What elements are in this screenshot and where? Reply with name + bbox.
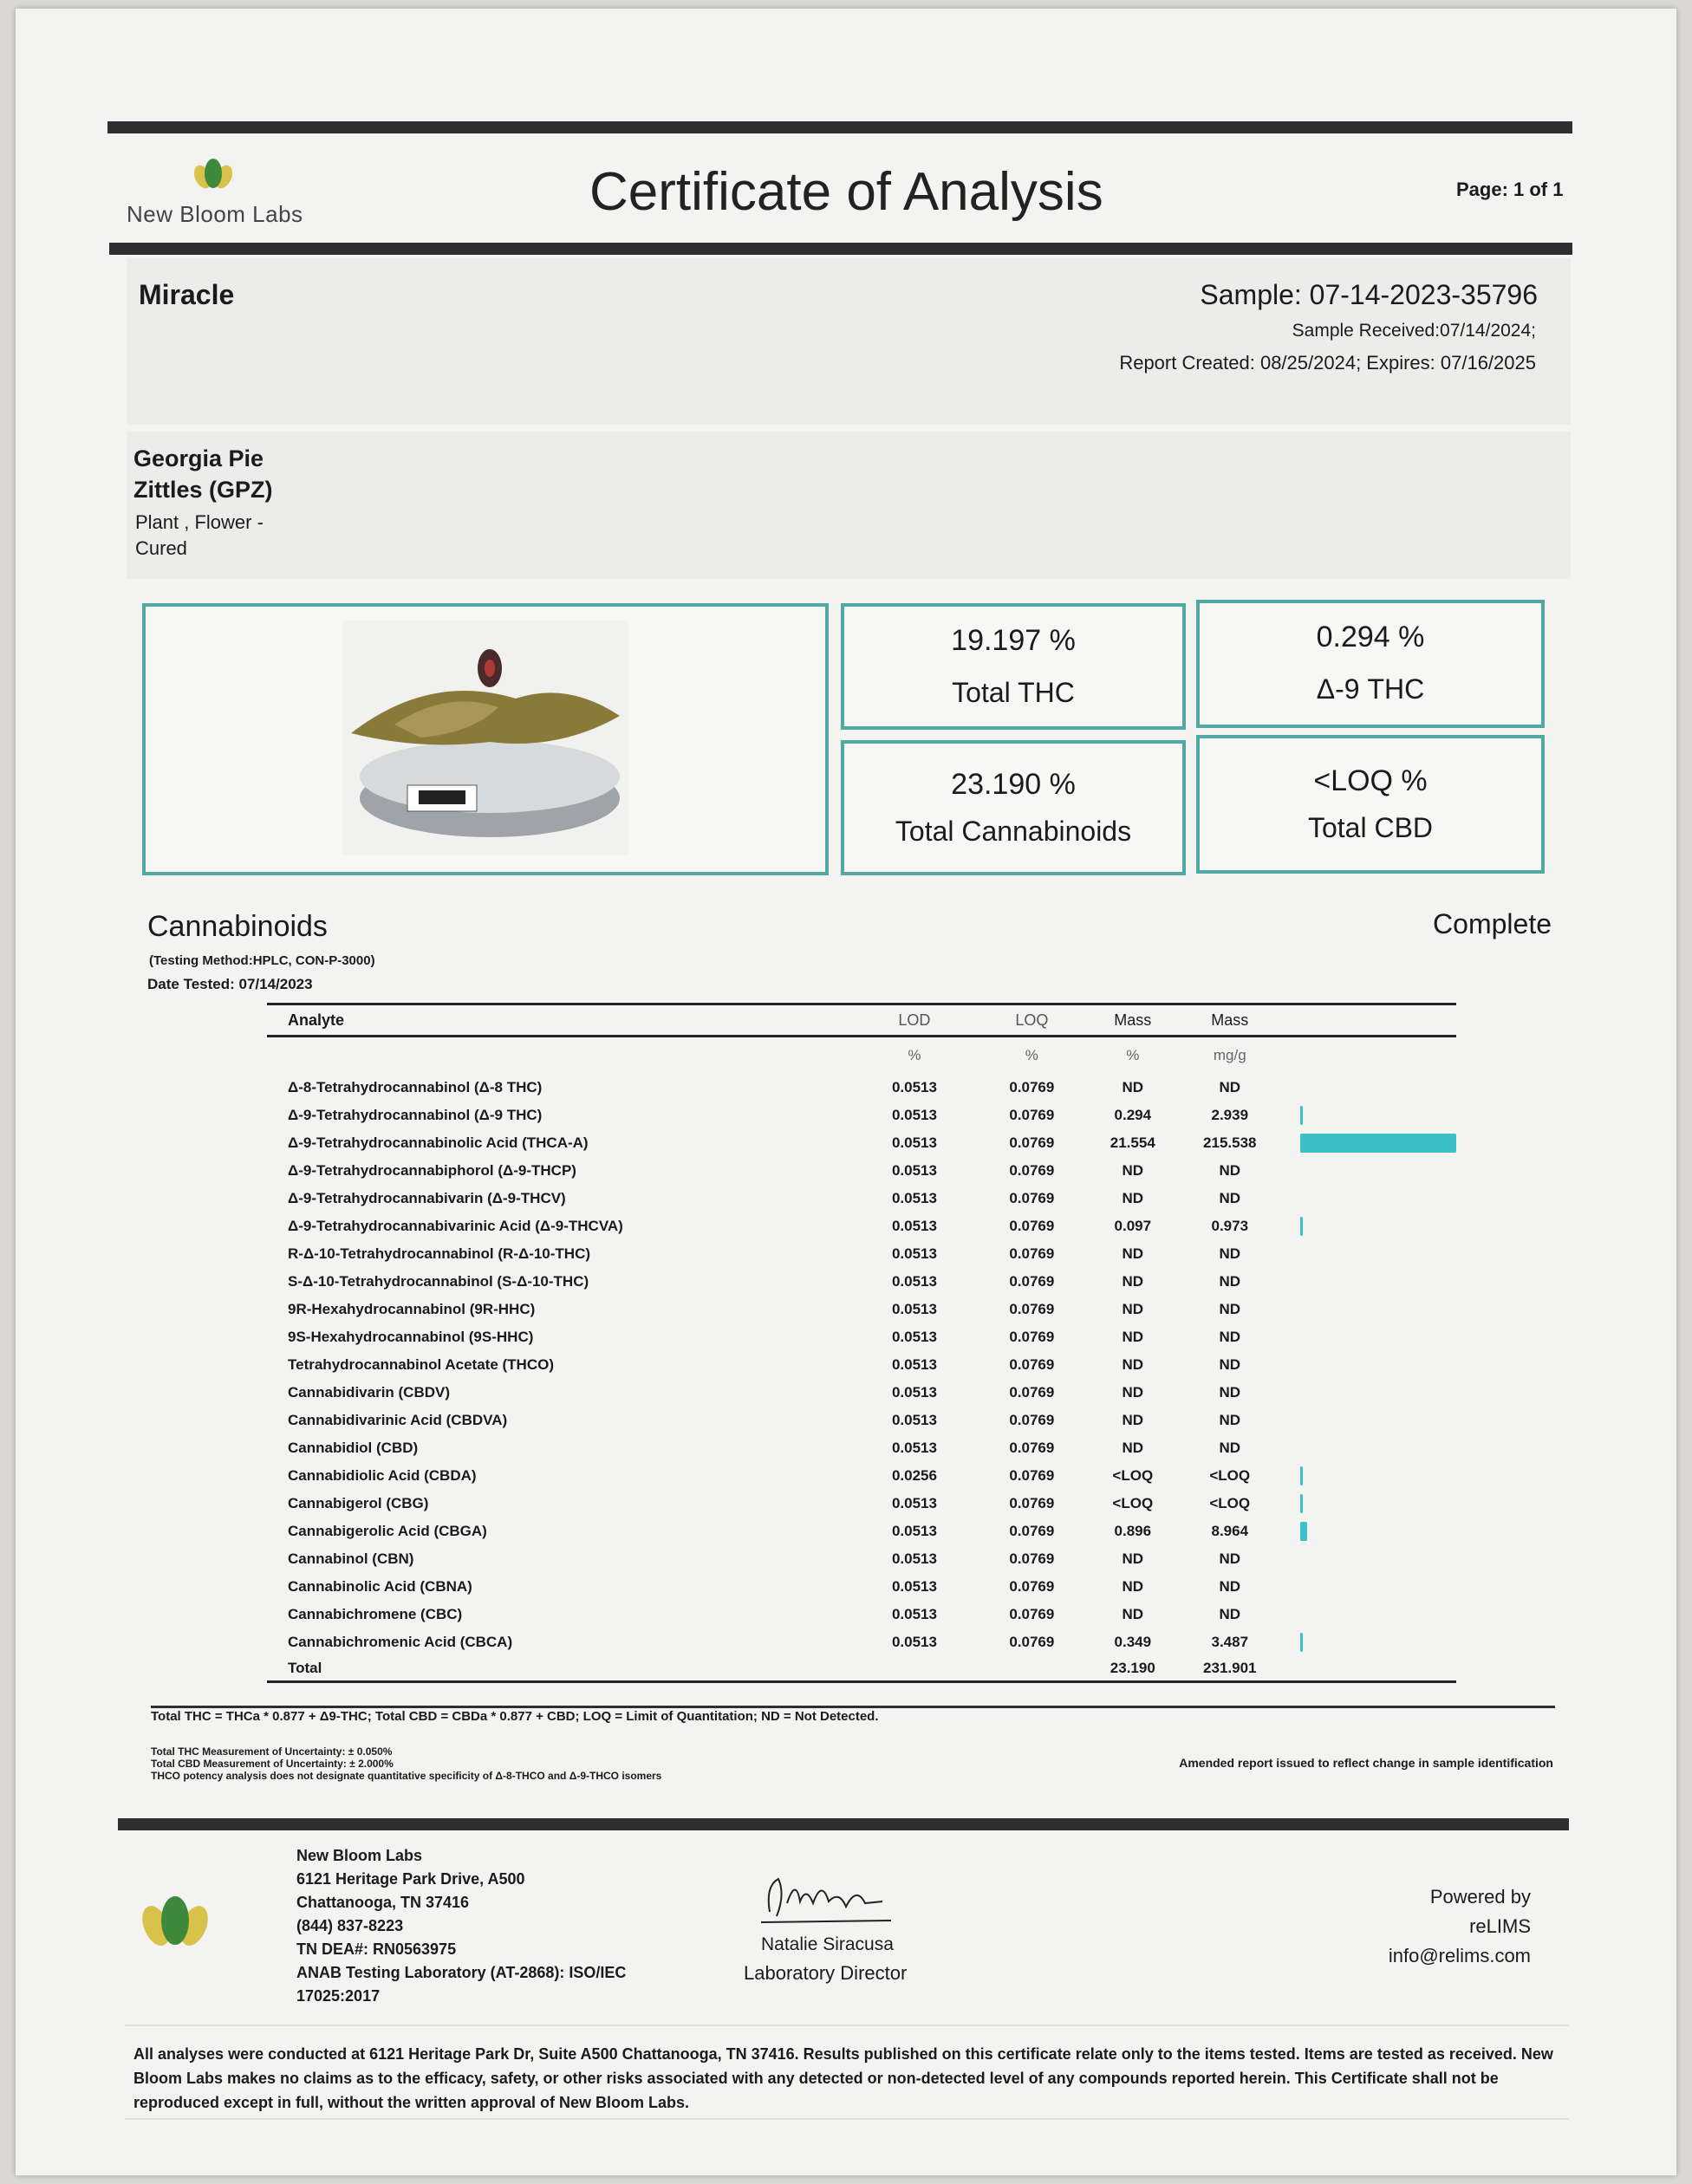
client-name: Miracle xyxy=(139,279,235,310)
loq-cell: 0.0769 xyxy=(1009,1578,1055,1595)
analyte-cell: S-Δ-10-Tetrahydrocannabinol (S-Δ-10-THC) xyxy=(288,1273,589,1290)
mass-mgg-cell: 3.487 xyxy=(1211,1634,1249,1650)
table-units-row xyxy=(267,1037,1456,1075)
unit-lod: % xyxy=(908,1047,921,1063)
lod-cell: 0.0513 xyxy=(891,1495,937,1511)
loq-cell: 0.0769 xyxy=(1009,1301,1055,1317)
mass-pct-cell: ND xyxy=(1122,1273,1144,1290)
mass-bar-cell xyxy=(1285,1351,1456,1379)
mass-pct-cell: ND xyxy=(1122,1301,1144,1317)
table-row xyxy=(267,1323,1456,1351)
table-row xyxy=(267,1518,1456,1545)
lod-cell: 0.0513 xyxy=(891,1578,937,1595)
total-cbd-value: <LOQ % xyxy=(1313,764,1428,797)
analyte-cell: Cannabidiol (CBD) xyxy=(288,1440,419,1456)
analyte-cell: Cannabinolic Acid (CBNA) xyxy=(288,1578,472,1595)
mass-bar-cell xyxy=(1285,1102,1456,1129)
table-row xyxy=(267,1212,1456,1240)
mass-bar-cell xyxy=(1285,1434,1456,1462)
report-dates: Report Created: 08/25/2024; Expires: 07/16/2025 xyxy=(1119,352,1536,374)
analyte-cell: Δ-9-Tetrahydrocannabinol (Δ-9 THC) xyxy=(288,1107,543,1123)
mass-pct-cell: ND xyxy=(1122,1412,1144,1428)
total-loq-empty xyxy=(973,1656,1090,1682)
bottom-divider xyxy=(125,2118,1569,2120)
formula-note: Total THC = THCa * 0.877 + Δ9-THC; Total CBD = CBDa * 0.877 + CBD; LOQ = Limit of Quantitation; ND = Not Detected. xyxy=(151,1709,879,1724)
lod-cell: 0.0513 xyxy=(891,1245,937,1262)
mass-bar-cell xyxy=(1285,1518,1456,1545)
loq-cell: 0.0769 xyxy=(1009,1079,1055,1095)
analyte-cell: Cannabigerol (CBG) xyxy=(288,1495,429,1511)
loq-cell: 0.0769 xyxy=(1009,1107,1055,1123)
signer-name: Natalie Siracusa xyxy=(761,1934,894,1954)
loq-cell: 0.0769 xyxy=(1009,1495,1055,1511)
cbd-uncertainty: Total CBD Measurement of Uncertainty: ± 2.000% xyxy=(151,1758,394,1770)
lod-cell: 0.0513 xyxy=(891,1329,937,1345)
mass-mgg-cell: <LOQ xyxy=(1209,1495,1251,1511)
mass-bar-cell xyxy=(1285,1129,1456,1157)
page-number: Page: 1 of 1 xyxy=(1456,179,1564,200)
lab-address-line: 6121 Heritage Park Drive, A500 xyxy=(296,1870,525,1888)
mass-pct-cell: 0.349 xyxy=(1114,1634,1152,1650)
loq-cell: 0.0769 xyxy=(1009,1190,1055,1206)
table-row xyxy=(267,1129,1456,1157)
mass-pct-cell: ND xyxy=(1122,1550,1144,1567)
mass-mgg-cell: ND xyxy=(1219,1440,1241,1456)
mass-pct-cell: 21.554 xyxy=(1110,1134,1155,1151)
loq-cell: 0.0769 xyxy=(1009,1550,1055,1567)
mass-bar-cell xyxy=(1285,1212,1456,1240)
mass-bar-cell xyxy=(1285,1379,1456,1407)
loq-cell: 0.0769 xyxy=(1009,1329,1055,1345)
lab-address-line: (844) 837-8223 xyxy=(296,1917,404,1934)
lab-address-line: New Bloom Labs xyxy=(296,1847,423,1864)
lod-cell: 0.0513 xyxy=(891,1134,937,1151)
unit-mass-pct: % xyxy=(1126,1047,1140,1063)
lod-cell: 0.0513 xyxy=(891,1523,937,1539)
table-row xyxy=(267,1490,1456,1518)
mass-pct-cell: ND xyxy=(1122,1079,1144,1095)
col-analyte: Analyte xyxy=(267,1004,856,1037)
mass-mgg-cell: ND xyxy=(1219,1273,1241,1290)
table-row xyxy=(267,1545,1456,1573)
table-row xyxy=(267,1102,1456,1129)
total-cannabinoids-value: 23.190 % xyxy=(951,768,1076,801)
table-total-row xyxy=(267,1656,1456,1682)
mass-bar-cell xyxy=(1285,1407,1456,1434)
table-row xyxy=(267,1351,1456,1379)
table-row xyxy=(267,1573,1456,1601)
col-bar xyxy=(1285,1004,1456,1037)
sample-received: Sample Received:07/14/2024; xyxy=(1292,321,1536,341)
lod-cell: 0.0513 xyxy=(891,1356,937,1373)
delta9-thc-tile xyxy=(1196,600,1545,728)
lod-cell: 0.0513 xyxy=(891,1412,937,1428)
analysis-status: Complete xyxy=(1433,908,1552,939)
total-pct: 23.190 xyxy=(1090,1656,1175,1682)
mass-bar-cell xyxy=(1285,1628,1456,1656)
table-row xyxy=(267,1240,1456,1268)
sample-photo xyxy=(342,621,628,855)
lod-cell: 0.0513 xyxy=(891,1273,937,1290)
table-row xyxy=(267,1434,1456,1462)
loq-cell: 0.0769 xyxy=(1009,1162,1055,1179)
table-row xyxy=(267,1185,1456,1212)
mass-pct-cell: ND xyxy=(1122,1606,1144,1622)
mass-bar-cell xyxy=(1285,1157,1456,1185)
lab-address-line: 17025:2017 xyxy=(296,1987,381,2005)
certificate-page xyxy=(16,9,1676,2175)
product-name-line2: Zittles (GPZ) xyxy=(133,477,273,503)
mass-mgg-cell: 8.964 xyxy=(1211,1523,1249,1539)
mass-mgg-cell: ND xyxy=(1219,1578,1241,1595)
mass-mgg-cell: ND xyxy=(1219,1079,1241,1095)
amended-note: Amended report issued to reflect change in sample identification xyxy=(1179,1756,1553,1770)
mass-bar-cell xyxy=(1285,1185,1456,1212)
product-type-line2: Cured xyxy=(135,537,187,559)
table-row xyxy=(267,1462,1456,1490)
mass-mgg-cell: ND xyxy=(1219,1356,1241,1373)
total-thc-tile xyxy=(841,603,1186,730)
lab-address-line: Chattanooga, TN 37416 xyxy=(296,1894,470,1911)
disclaimer-divider xyxy=(125,2025,1569,2026)
loq-cell: 0.0769 xyxy=(1009,1245,1055,1262)
lod-cell: 0.0513 xyxy=(891,1550,937,1567)
testing-method: (Testing Method:HPLC, CON-P-3000) xyxy=(149,953,375,968)
disclaimer-text: All analyses were conducted at 6121 Heritage Park Dr, Suite A500 Chattanooga, TN 37416. Results published on this certificate relate only to the items tested. Items are tested as received. New Bloom Labs makes no claims as to the efficacy, safety, or other risks associated with any detected or non-detected level of any compounds reported herein. This Certificate shall not be reproduced except in full, without the written approval of New Bloom Labs. xyxy=(133,2045,1553,2111)
cannabinoids-heading: Cannabinoids xyxy=(147,910,328,943)
loq-cell: 0.0769 xyxy=(1009,1467,1055,1484)
analyte-cell: Cannabidivarinic Acid (CBDVA) xyxy=(288,1412,508,1428)
mass-bar xyxy=(1300,1134,1456,1153)
total-bar-empty xyxy=(1285,1656,1456,1682)
mass-mgg-cell: ND xyxy=(1219,1245,1241,1262)
mass-bar xyxy=(1300,1106,1303,1125)
product-type-line1: Plant , Flower - xyxy=(135,511,264,533)
total-mgg: 231.901 xyxy=(1175,1656,1285,1682)
product-band xyxy=(127,432,1571,579)
signature-image xyxy=(752,1869,900,1929)
mass-bar-cell xyxy=(1285,1323,1456,1351)
mass-bar xyxy=(1300,1494,1303,1513)
col-loq: LOQ xyxy=(973,1004,1090,1037)
header-bottom-rule xyxy=(109,243,1572,255)
mass-bar-cell xyxy=(1285,1462,1456,1490)
total-label: Total xyxy=(267,1656,856,1682)
mass-bar xyxy=(1300,1217,1303,1236)
delta9-thc-label: Δ-9 THC xyxy=(1316,673,1425,705)
total-cannabinoids-tile xyxy=(841,740,1186,875)
mass-bar xyxy=(1300,1466,1303,1485)
analyte-cell: R-Δ-10-Tetrahydrocannabinol (R-Δ-10-THC) xyxy=(288,1245,591,1262)
analyte-cell: Δ-9-Tetrahydrocannabiphorol (Δ-9-THCP) xyxy=(288,1162,576,1179)
lod-cell: 0.0513 xyxy=(891,1384,937,1401)
mass-mgg-cell: ND xyxy=(1219,1412,1241,1428)
loq-cell: 0.0769 xyxy=(1009,1440,1055,1456)
table-row xyxy=(267,1628,1456,1656)
loq-cell: 0.0769 xyxy=(1009,1134,1055,1151)
page-title: Certificate of Analysis xyxy=(589,162,1103,222)
mass-pct-cell: 0.097 xyxy=(1114,1218,1152,1234)
top-rule xyxy=(107,121,1572,133)
analyte-cell: 9R-Hexahydrocannabinol (9R-HHC) xyxy=(288,1301,536,1317)
table-header-row xyxy=(267,1004,1456,1037)
table-row xyxy=(267,1157,1456,1185)
mass-mgg-cell: ND xyxy=(1219,1550,1241,1567)
analyte-cell: Cannabichromene (CBC) xyxy=(288,1606,463,1622)
mass-bar xyxy=(1300,1633,1303,1652)
mass-pct-cell: ND xyxy=(1122,1329,1144,1345)
table-row xyxy=(267,1601,1456,1628)
mass-pct-cell: ND xyxy=(1122,1190,1144,1206)
analyte-cell: 9S-Hexahydrocannabinol (9S-HHC) xyxy=(288,1329,534,1345)
analyte-cell: Δ-9-Tetrahydrocannabivarin (Δ-9-THCV) xyxy=(288,1190,566,1206)
mass-mgg-cell: 0.973 xyxy=(1211,1218,1249,1234)
analyte-cell: Cannabigerolic Acid (CBGA) xyxy=(288,1523,487,1539)
analyte-cell: Cannabichromenic Acid (CBCA) xyxy=(288,1634,513,1650)
analyte-cell: Cannabidiolic Acid (CBDA) xyxy=(288,1467,477,1484)
loq-cell: 0.0769 xyxy=(1009,1606,1055,1622)
lab-address-line: TN DEA#: RN0563975 xyxy=(296,1940,457,1958)
loq-cell: 0.0769 xyxy=(1009,1273,1055,1290)
lod-cell: 0.0513 xyxy=(891,1162,937,1179)
lod-cell: 0.0513 xyxy=(891,1190,937,1206)
mass-pct-cell: ND xyxy=(1122,1440,1144,1456)
lod-cell: 0.0513 xyxy=(891,1634,937,1650)
mass-mgg-cell: ND xyxy=(1219,1162,1241,1179)
mass-bar-cell xyxy=(1285,1545,1456,1573)
lod-cell: 0.0513 xyxy=(891,1079,937,1095)
mass-mgg-cell: ND xyxy=(1219,1329,1241,1345)
loq-cell: 0.0769 xyxy=(1009,1412,1055,1428)
powered-by-block xyxy=(1389,1882,1531,1971)
leaf-logo-icon xyxy=(187,156,239,194)
lod-cell: 0.0513 xyxy=(891,1301,937,1317)
mass-bar-cell xyxy=(1285,1601,1456,1628)
mass-pct-cell: <LOQ xyxy=(1112,1467,1154,1484)
table-row xyxy=(267,1296,1456,1323)
mass-mgg-cell: 2.939 xyxy=(1211,1107,1249,1123)
total-lod-empty xyxy=(856,1656,973,1682)
mass-bar-cell xyxy=(1285,1268,1456,1296)
mass-pct-cell: ND xyxy=(1122,1356,1144,1373)
analyte-cell: Tetrahydrocannabinol Acetate (THCO) xyxy=(288,1356,554,1373)
mass-pct-cell: ND xyxy=(1122,1384,1144,1401)
mass-mgg-cell: ND xyxy=(1219,1606,1241,1622)
total-cannabinoids-label: Total Cannabinoids xyxy=(895,816,1132,847)
thc-uncertainty: Total THC Measurement of Uncertainty: ± 0.050% xyxy=(151,1745,393,1758)
sample-photo-frame xyxy=(142,603,829,875)
lod-cell: 0.0256 xyxy=(891,1467,937,1484)
lab-address-line: ANAB Testing Laboratory (AT-2868): ISO/IEC xyxy=(296,1964,627,1981)
col-mass-pct: Mass xyxy=(1090,1004,1175,1037)
total-cbd-tile xyxy=(1196,735,1545,874)
logo-text: New Bloom Labs xyxy=(127,201,303,227)
leaf-logo-large-icon xyxy=(133,1889,217,1955)
table-row xyxy=(267,1379,1456,1407)
mass-pct-cell: ND xyxy=(1122,1162,1144,1179)
mass-pct-cell: ND xyxy=(1122,1245,1144,1262)
unit-mass-mgg: mg/g xyxy=(1213,1047,1246,1063)
analyte-cell: Δ-9-Tetrahydrocannabinolic Acid (THCA-A) xyxy=(288,1134,589,1151)
lod-cell: 0.0513 xyxy=(891,1107,937,1123)
date-tested: Date Tested: 07/14/2023 xyxy=(147,976,313,992)
mass-mgg-cell: 215.538 xyxy=(1203,1134,1257,1151)
table-row xyxy=(267,1074,1456,1102)
mass-bar-cell xyxy=(1285,1074,1456,1102)
mass-bar-cell xyxy=(1285,1573,1456,1601)
total-thc-label: Total THC xyxy=(952,677,1075,708)
loq-cell: 0.0769 xyxy=(1009,1634,1055,1650)
loq-cell: 0.0769 xyxy=(1009,1356,1055,1373)
mass-mgg-cell: ND xyxy=(1219,1301,1241,1317)
mass-mgg-cell: ND xyxy=(1219,1190,1241,1206)
product-name-line1: Georgia Pie xyxy=(133,445,264,471)
delta9-thc-value: 0.294 % xyxy=(1316,621,1425,653)
total-thc-value: 19.197 % xyxy=(951,624,1076,657)
cannabinoid-table xyxy=(267,1003,1456,1683)
mass-bar-cell xyxy=(1285,1240,1456,1268)
footer-rule xyxy=(118,1818,1569,1830)
col-mass-mgg: Mass xyxy=(1175,1004,1285,1037)
mass-bar-cell xyxy=(1285,1296,1456,1323)
unit-loq: % xyxy=(1025,1047,1038,1063)
table-row xyxy=(267,1407,1456,1434)
mass-pct-cell: 0.896 xyxy=(1114,1523,1152,1539)
mass-pct-cell: ND xyxy=(1122,1578,1144,1595)
mass-pct-cell: <LOQ xyxy=(1112,1495,1154,1511)
contact-email-link[interactable]: info@relims.com xyxy=(1388,1945,1531,1966)
analyte-cell: Δ-9-Tetrahydrocannabivarinic Acid (Δ-9-THCVA) xyxy=(288,1218,623,1234)
lod-cell: 0.0513 xyxy=(891,1606,937,1622)
total-cbd-label: Total CBD xyxy=(1307,812,1434,843)
sample-id: Sample: 07-14-2023-35796 xyxy=(1200,279,1538,310)
signer-title: Laboratory Director xyxy=(744,1962,908,1984)
mass-bar xyxy=(1300,1522,1307,1541)
thco-note: THCO potency analysis does not designate quantitative specificity of Δ-8-THCO and Δ-9-THCO isomers xyxy=(151,1770,662,1782)
analyte-cell: Cannabidivarin (CBDV) xyxy=(288,1384,451,1401)
notes-rule xyxy=(151,1706,1555,1708)
mass-mgg-cell: <LOQ xyxy=(1209,1467,1251,1484)
mass-mgg-cell: ND xyxy=(1219,1384,1241,1401)
lab-address-block xyxy=(296,1844,626,2008)
mass-bar-cell xyxy=(1285,1490,1456,1518)
analyte-cell: Δ-8-Tetrahydrocannabinol (Δ-8 THC) xyxy=(288,1079,543,1095)
table-row xyxy=(267,1268,1456,1296)
analyte-cell: Cannabinol (CBN) xyxy=(288,1550,414,1567)
powered-by-line: Powered by xyxy=(1429,1886,1531,1908)
lod-cell: 0.0513 xyxy=(891,1218,937,1234)
col-lod: LOD xyxy=(856,1004,973,1037)
mass-pct-cell: 0.294 xyxy=(1114,1107,1152,1123)
loq-cell: 0.0769 xyxy=(1009,1384,1055,1401)
lod-cell: 0.0513 xyxy=(891,1440,937,1456)
loq-cell: 0.0769 xyxy=(1009,1218,1055,1234)
loq-cell: 0.0769 xyxy=(1009,1523,1055,1539)
powered-by-line: reLIMS xyxy=(1469,1915,1531,1937)
